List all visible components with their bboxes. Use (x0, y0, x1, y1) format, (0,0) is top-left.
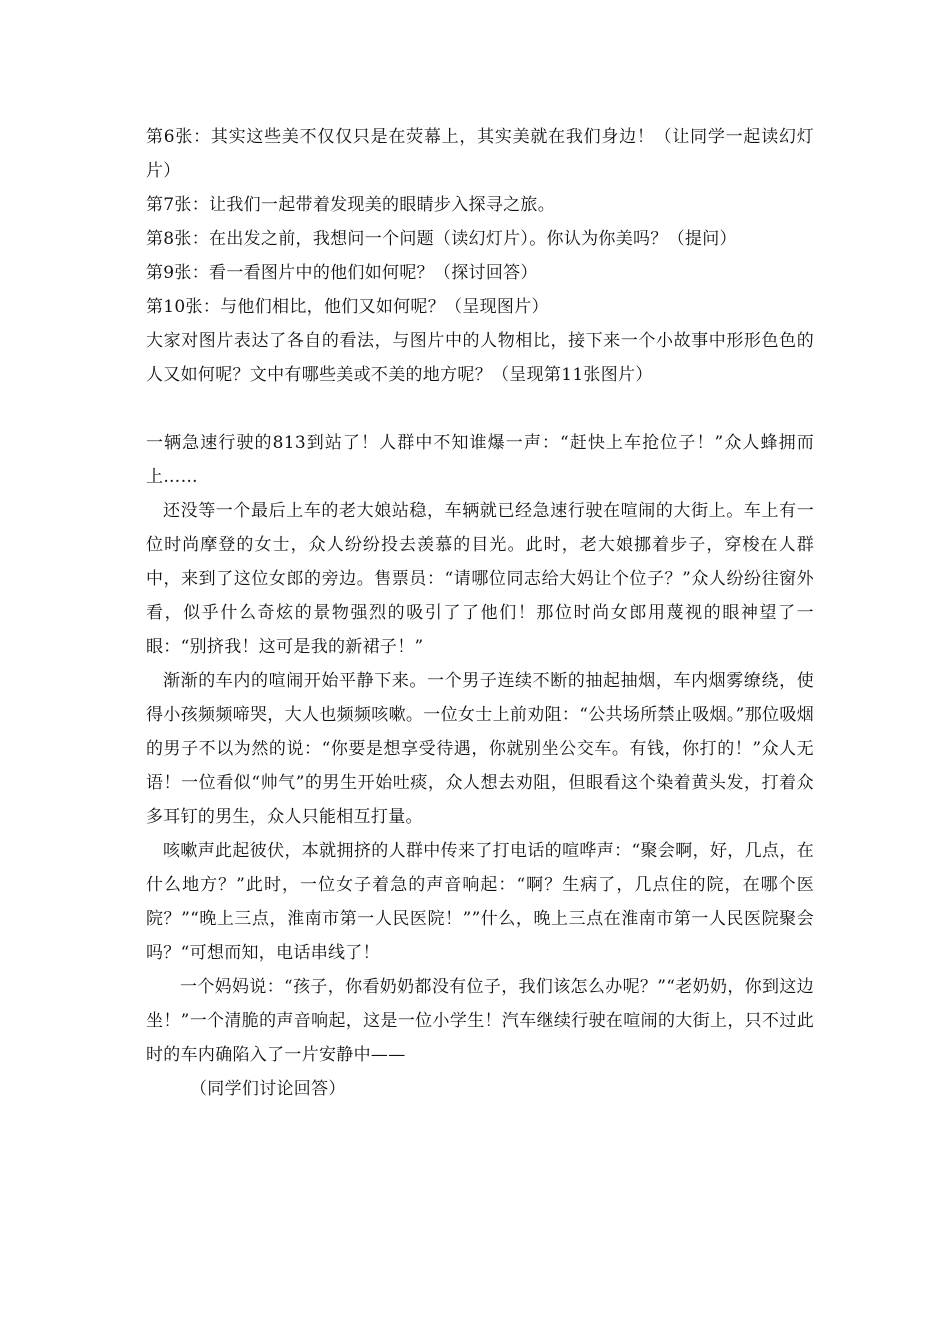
story-paragraph-3: 渐渐的车内的喧闹开始平静下来。一个男子连续不断的抽起抽烟，车内烟雾缭绕，使得小孩频频啼哭，大人也频频咳嗽。一位女士上前劝阻：“公共场所禁止吸烟。”那位吸烟的男子不以为然的说：“你要是想享受待遇，你就别坐公交车。有钱，你打的！”众人无语！一位看似“帅气”的男生开始吐痰，众人想去劝阻，但眼看这个染着黄头发，打着众多耳钉的男生，众人只能相互打量。 (146, 671, 814, 827)
story-paragraph-2: 还没等一个最后上车的老大娘站稳，车辆就已经急速行驶在喧闹的大街上。车上有一位时尚摩登的女士，众人纷纷投去羡慕的目光。此时，老大娘挪着步子，穿梭在人群中，来到了这位女郎的旁边。售票员：“请哪位同志给大妈让个位子？”众人纷纷往窗外看，似乎什么奇炫的景物强烈的吸引了了他们！那位时尚女郎用蔑视的眼神望了一眼：“别挤我！这可是我的新裙子！” (146, 501, 814, 657)
blank-line (146, 392, 814, 426)
slide-10-text: 第10张：与他们相比，他们又如何呢？（呈现图片） (146, 297, 549, 317)
slide-6-text: 第6张：其实这些美不仅仅只是在荧幕上，其实美就在我们身边！（让同学一起读幻灯片） (146, 127, 814, 181)
slide-7-text: 第7张：让我们一起带着发现美的眼睛步入探寻之旅。 (146, 195, 556, 215)
slide-8-text: 第8张：在出发之前，我想问一个问题（读幻灯片）。你认为你美吗？（提问） (146, 229, 737, 249)
intro-paragraph: 大家对图片表达了各自的看法，与图片中的人物相比，接下来一个小故事中形形色色的人又如何呢？文中有哪些美或不美的地方呢？（呈现第11张图片） (146, 331, 814, 385)
discussion-note: （同学们讨论回答） (190, 1079, 346, 1099)
document-page (146, 120, 814, 1106)
story-paragraph-5: 一个妈妈说：“孩子，你看奶奶都没有位子，我们该怎么办呢？”“老奶奶，你到这边坐！”一个清脆的声音响起，这是一位小学生！汽车继续行驶在喧闹的大街上，只不过此时的车内确陷入了一片安静中—— (146, 977, 814, 1065)
slide-9-text: 第9张：看一看图片中的他们如何呢？（探讨回答） (146, 263, 538, 283)
story-paragraph-1: 一辆急速行驶的813到站了！人群中不知谁爆一声：“赶快上车抢位子！”众人蜂拥而上…… (146, 433, 814, 487)
story-paragraph-4: 咳嗽声此起彼伏，本就拥挤的人群中传来了打电话的喧哗声：“聚会啊，好，几点，在什么地方？”此时，一位女子着急的声音响起：“啊？生病了，几点住的院，在哪个医院？”“晚上三点，淮南市第一人民医院！””什么，晚上三点在淮南市第一人民医院聚会吗？“可想而知，电话串线了！ (146, 841, 814, 963)
